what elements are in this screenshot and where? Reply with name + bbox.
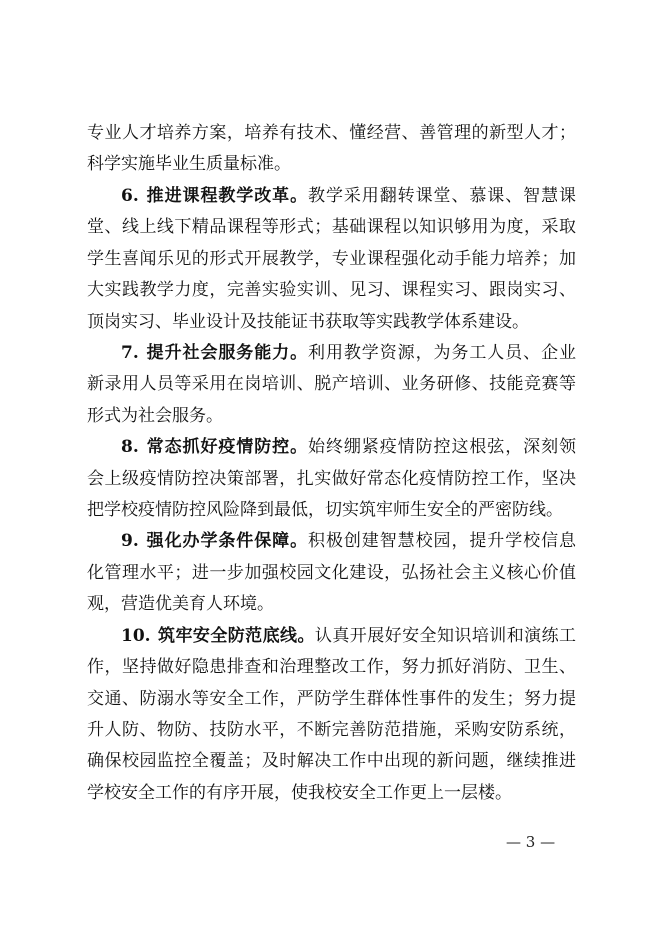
item-heading-line: [87, 181, 576, 212]
item-heading-line: [87, 338, 576, 369]
item-title: 强化办学条件保障。: [145, 531, 309, 552]
item-number: 8.: [121, 437, 139, 458]
item-title: 筑牢安全防范底线。: [157, 625, 315, 646]
body-line: 观，营造优美育人环境。: [87, 594, 274, 615]
body-line: 大实践教学力度，完善实验实训、见习、课程实习、跟岗实习、: [87, 280, 576, 301]
body-line: 新录用人员等采用在岗培训、脱产培训、业务研修、技能竞赛等: [87, 374, 576, 395]
body-line: 学校安全工作的有序开展，使我校安全工作更上一层楼。: [87, 782, 512, 803]
item-heading-line: [87, 432, 576, 463]
body-line: 作，坚持做好隐患排查和治理整改工作，努力抓好消防、卫生、: [87, 657, 576, 678]
item-title: 提升社会服务能力。: [145, 342, 309, 363]
item-title: 推进课程教学改革。: [145, 185, 309, 206]
item-number: 6.: [121, 185, 139, 206]
item-number: 7.: [121, 342, 139, 363]
page-number: — 3 —: [506, 833, 556, 851]
body-line: 专业人才培养方案，培养有技术、懂经营、善管理的新型人才；: [87, 123, 576, 143]
body-line: 堂、线上线下精品课程等形式；基础课程以知识够用为度，采取: [87, 217, 576, 238]
item-number: 10.: [121, 625, 151, 646]
body-line: 确保校园监控全覆盖；及时解决工作中出现的新问题，继续推进: [87, 751, 576, 772]
item-number: 9.: [121, 531, 139, 552]
document-body: [87, 118, 576, 809]
item-text: 教学采用翻转课堂、慕课、智慧课: [308, 185, 576, 206]
item-heading-line: [87, 621, 576, 652]
item-text: 利用教学资源，为务工人员、企业: [308, 342, 576, 363]
item-heading-line: [87, 526, 576, 557]
body-line: 顶岗实习、毕业设计及技能证书获取等实践教学体系建设。: [87, 311, 529, 332]
item-text: 积极创建智慧校园，提升学校信息: [308, 531, 576, 552]
body-line: 把学校疫情防控风险降到最低，切实筑牢师生安全的严密防线。: [87, 500, 563, 521]
body-line: 学生喜闻乐见的形式开展教学，专业课程强化动手能力培养；加: [87, 248, 576, 269]
body-line: 科学实施毕业生质量标准。: [87, 154, 291, 175]
body-line: 形式为社会服务。: [87, 405, 223, 426]
body-line: 化管理水平；进一步加强校园文化建设，弘扬社会主义核心价值: [87, 562, 576, 583]
body-line: 会上级疫情防控决策部署，扎实做好常态化疫情防控工作，坚决: [87, 468, 576, 489]
item-text: 始终绷紧疫情防控这根弦，深刻领: [308, 437, 576, 458]
body-line: 交通、防溺水等安全工作，严防学生群体性事件的发生；努力提: [87, 688, 576, 709]
item-title: 常态抓好疫情防控。: [145, 437, 309, 458]
item-text: 认真开展好安全知识培训和演练工: [314, 625, 576, 646]
body-line: 升人防、物防、技防水平，不断完善防范措施，采购安防系统，: [87, 720, 576, 741]
